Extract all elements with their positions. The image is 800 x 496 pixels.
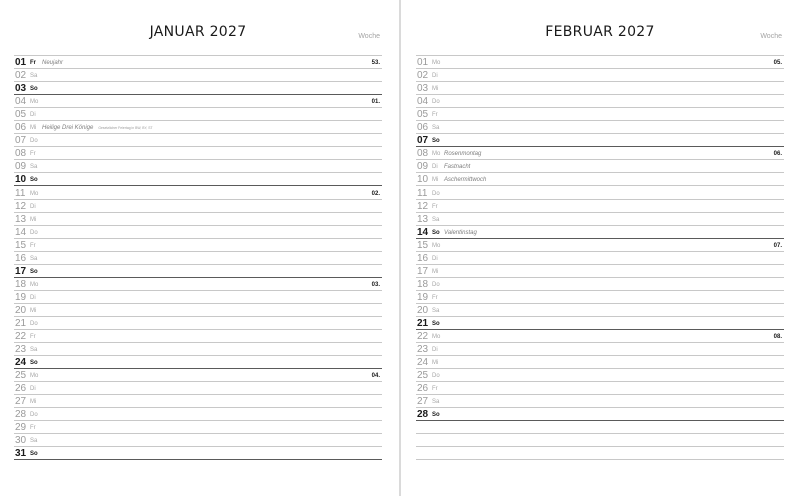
day-row[interactable] — [416, 108, 784, 121]
page-february — [416, 0, 784, 496]
day-row[interactable] — [14, 304, 382, 317]
weekday-label: Do — [30, 138, 38, 145]
weekday-label: So — [432, 138, 440, 145]
day-row[interactable] — [416, 265, 784, 278]
page-january — [14, 0, 382, 496]
day-row[interactable] — [416, 147, 784, 160]
day-row[interactable] — [14, 160, 382, 173]
weekday-label: So — [30, 268, 38, 275]
weekday-label: Mi — [432, 177, 439, 184]
weekday-label: Mi — [30, 125, 37, 132]
weekday-label: Mi — [30, 307, 37, 314]
weekday-label: Do — [432, 190, 440, 197]
day-number: 06 — [15, 122, 27, 134]
day-number: 01 — [15, 57, 27, 69]
day-row[interactable] — [14, 95, 382, 108]
weekday-label: Mo — [30, 281, 39, 288]
day-row[interactable] — [14, 134, 382, 147]
week-number: 01. — [371, 99, 380, 106]
day-row[interactable] — [416, 408, 784, 421]
weekday-label: Sa — [30, 73, 38, 80]
weekday-label: Mi — [432, 360, 439, 367]
day-number: 11 — [417, 187, 428, 199]
weekday-label: Do — [30, 229, 38, 236]
day-row[interactable] — [416, 291, 784, 304]
day-number: 02 — [15, 70, 27, 82]
day-row[interactable] — [14, 82, 382, 95]
day-number: 12 — [15, 200, 27, 212]
weekday-label: Mo — [30, 99, 39, 106]
holiday-note — [42, 125, 153, 132]
day-row[interactable] — [14, 226, 382, 239]
day-number: 25 — [417, 370, 429, 382]
holiday-name: Neujahr — [42, 60, 64, 67]
weekday-label: Sa — [30, 164, 38, 171]
day-number: 08 — [15, 148, 27, 160]
holiday-name: Heilige Drei Könige — [42, 125, 94, 132]
day-row[interactable] — [14, 69, 382, 82]
weekday-label: Di — [30, 203, 36, 210]
weekday-label: Di — [432, 255, 438, 262]
weekday-label: Do — [30, 320, 38, 327]
day-number: 24 — [15, 357, 27, 369]
blank-row — [416, 434, 784, 447]
day-number: 09 — [417, 161, 429, 173]
day-number: 29 — [15, 422, 27, 434]
holiday-name: Rosenmontag — [444, 151, 482, 158]
weekday-label: Do — [30, 412, 38, 419]
day-number: 23 — [417, 344, 429, 356]
day-number: 24 — [417, 357, 429, 369]
holiday-note — [444, 151, 481, 158]
holiday-note — [444, 164, 470, 171]
day-number: 31 — [15, 448, 27, 460]
day-row[interactable] — [416, 121, 784, 134]
weekday-label: Fr — [432, 294, 438, 301]
day-number: 07 — [417, 135, 429, 147]
day-list-february — [416, 56, 784, 460]
weekday-label: So — [30, 360, 38, 367]
weekday-label: So — [30, 86, 38, 93]
day-number: 20 — [15, 304, 27, 316]
day-row[interactable] — [416, 356, 784, 369]
day-number: 07 — [15, 135, 27, 147]
weekday-label: Sa — [432, 216, 440, 223]
day-row[interactable] — [416, 200, 784, 213]
weekday-label: So — [30, 177, 38, 184]
day-row[interactable] — [416, 226, 784, 239]
day-number: 23 — [15, 344, 27, 356]
week-column-label: Woche — [358, 33, 380, 40]
holiday-note — [42, 60, 63, 67]
day-row[interactable] — [14, 434, 382, 447]
day-row[interactable] — [14, 252, 382, 265]
day-number: 06 — [417, 122, 429, 134]
day-row[interactable] — [14, 108, 382, 121]
day-number: 04 — [15, 96, 27, 108]
day-number: 14 — [417, 226, 429, 238]
day-row[interactable] — [416, 160, 784, 173]
day-number: 25 — [15, 370, 27, 382]
day-row[interactable] — [416, 304, 784, 317]
day-number: 02 — [417, 70, 429, 82]
day-row[interactable] — [14, 186, 382, 199]
day-row[interactable] — [14, 278, 382, 291]
day-row[interactable] — [14, 447, 382, 460]
weekday-label: Mi — [432, 86, 439, 93]
day-row[interactable] — [416, 134, 784, 147]
week-number: 07. — [773, 242, 782, 249]
weekday-label: Mo — [432, 60, 441, 67]
weekday-label: Sa — [30, 438, 38, 445]
day-row[interactable] — [14, 382, 382, 395]
weekday-label: Fr — [30, 334, 36, 341]
day-row[interactable] — [416, 317, 784, 330]
day-row[interactable] — [416, 369, 784, 382]
day-row[interactable] — [416, 252, 784, 265]
day-row[interactable] — [14, 265, 382, 278]
day-row[interactable] — [416, 56, 784, 69]
week-column-label: Woche — [760, 33, 782, 40]
day-number: 17 — [417, 265, 429, 277]
day-row[interactable] — [416, 95, 784, 108]
week-number: 06. — [773, 151, 782, 158]
blank-row — [416, 447, 784, 460]
day-number: 28 — [15, 409, 27, 421]
day-number: 18 — [417, 278, 429, 290]
day-row[interactable] — [14, 395, 382, 408]
holiday-name: Fastnacht — [444, 164, 471, 171]
day-row[interactable] — [416, 173, 784, 186]
day-row[interactable] — [416, 278, 784, 291]
day-number: 21 — [15, 317, 27, 329]
day-row[interactable] — [14, 213, 382, 226]
weekday-label: Fr — [30, 151, 36, 158]
week-number: 04. — [371, 373, 380, 380]
weekday-label: Di — [432, 73, 438, 80]
day-number: 14 — [15, 226, 27, 238]
weekday-label: So — [432, 412, 440, 419]
weekday-label: Fr — [432, 386, 438, 393]
holiday-name: Aschermittwoch — [444, 177, 487, 184]
day-number: 05 — [417, 109, 429, 121]
day-number: 10 — [417, 174, 429, 186]
day-row[interactable] — [14, 291, 382, 304]
day-number: 30 — [15, 435, 27, 447]
day-number: 26 — [417, 383, 429, 395]
day-number: 13 — [417, 213, 429, 225]
day-number: 05 — [15, 109, 27, 121]
day-number: 18 — [15, 278, 27, 290]
day-row[interactable] — [14, 421, 382, 434]
weekday-label: Fr — [432, 203, 438, 210]
day-row[interactable] — [14, 330, 382, 343]
day-number: 01 — [417, 57, 429, 69]
day-list-january — [14, 56, 382, 460]
blank-row — [416, 421, 784, 434]
day-number: 22 — [417, 331, 429, 343]
day-row[interactable] — [416, 395, 784, 408]
day-number: 11 — [15, 187, 26, 199]
weekday-label: Fr — [30, 425, 36, 432]
day-row[interactable] — [14, 121, 382, 134]
day-number: 26 — [15, 383, 27, 395]
page-fold — [399, 0, 401, 496]
week-number: 08. — [773, 334, 782, 341]
day-row[interactable] — [14, 408, 382, 421]
day-row[interactable] — [14, 239, 382, 252]
day-row[interactable] — [14, 147, 382, 160]
day-number: 19 — [15, 291, 27, 303]
weekday-label: Do — [432, 281, 440, 288]
day-row[interactable] — [14, 369, 382, 382]
weekday-label: Sa — [432, 125, 440, 132]
day-row[interactable] — [416, 382, 784, 395]
weekday-label: Sa — [432, 399, 440, 406]
day-number: 27 — [417, 396, 429, 408]
day-row[interactable] — [416, 330, 784, 343]
day-row[interactable] — [14, 343, 382, 356]
day-row[interactable] — [14, 173, 382, 186]
day-row[interactable] — [416, 82, 784, 95]
weekday-label: Mo — [30, 190, 39, 197]
day-row[interactable] — [14, 56, 382, 69]
day-number: 16 — [417, 252, 429, 264]
day-number: 08 — [417, 148, 429, 160]
weekday-label: Di — [432, 347, 438, 354]
day-number: 19 — [417, 291, 429, 303]
day-number: 03 — [417, 83, 429, 95]
day-row[interactable] — [14, 200, 382, 213]
day-number: 04 — [417, 96, 429, 108]
weekday-label: Mi — [30, 399, 37, 406]
month-title-january: JANUAR 2027 — [149, 24, 247, 40]
day-number: 12 — [417, 200, 429, 212]
day-number: 09 — [15, 161, 27, 173]
day-number: 03 — [15, 83, 27, 95]
weekday-label: Fr — [30, 60, 36, 67]
weekday-label: Fr — [30, 242, 36, 249]
day-row[interactable] — [416, 343, 784, 356]
weekday-label: So — [432, 320, 440, 327]
day-row[interactable] — [416, 69, 784, 82]
day-number: 21 — [417, 317, 429, 329]
weekday-label: Mo — [432, 151, 441, 158]
day-row[interactable] — [14, 317, 382, 330]
month-title-february: FEBRUAR 2027 — [545, 24, 655, 40]
day-number: 22 — [15, 331, 27, 343]
weekday-label: Do — [432, 373, 440, 380]
day-row[interactable] — [416, 239, 784, 252]
holiday-subnote: Gesetzlicher Feiertag in BW, BY, ST — [98, 126, 153, 131]
day-number: 28 — [417, 409, 429, 421]
week-number: 53. — [371, 60, 380, 67]
weekday-label: Mo — [432, 334, 441, 341]
weekday-label: Sa — [30, 255, 38, 262]
weekday-label: Sa — [30, 347, 38, 354]
holiday-note — [444, 230, 477, 237]
weekday-label: Di — [30, 386, 36, 393]
week-number: 02. — [371, 190, 380, 197]
week-number: 03. — [371, 281, 380, 288]
week-number: 05. — [773, 60, 782, 67]
weekday-label: Mi — [30, 216, 37, 223]
holiday-note — [444, 177, 486, 184]
weekday-label: So — [30, 451, 38, 458]
day-number: 10 — [15, 174, 27, 186]
day-row[interactable] — [416, 186, 784, 199]
day-number: 27 — [15, 396, 27, 408]
holiday-name: Valentinstag — [444, 229, 477, 236]
weekday-label: Do — [432, 99, 440, 106]
weekday-label: Mo — [432, 242, 441, 249]
day-number: 15 — [417, 239, 429, 251]
day-number: 15 — [15, 239, 27, 251]
weekday-label: Di — [30, 294, 36, 301]
day-row[interactable] — [416, 213, 784, 226]
weekday-label: So — [432, 229, 440, 236]
weekday-label: Mo — [30, 373, 39, 380]
weekday-label: Mi — [432, 268, 439, 275]
day-number: 16 — [15, 252, 27, 264]
weekday-label: Sa — [432, 307, 440, 314]
day-number: 20 — [417, 304, 429, 316]
day-row[interactable] — [14, 356, 382, 369]
weekday-label: Fr — [432, 112, 438, 119]
day-number: 17 — [15, 265, 27, 277]
weekday-label: Di — [432, 164, 438, 171]
weekday-label: Di — [30, 112, 36, 119]
day-number: 13 — [15, 213, 27, 225]
